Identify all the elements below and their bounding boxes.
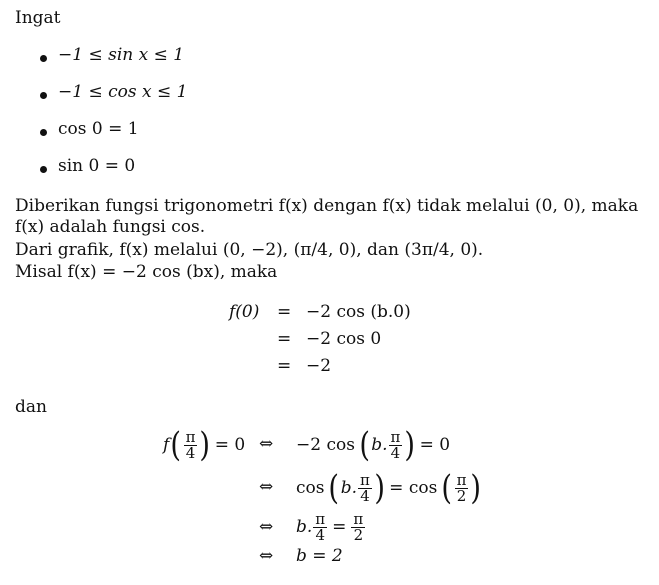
- frac-num: π: [456, 470, 467, 489]
- paren-open: (: [328, 468, 340, 508]
- frac-den: 4: [358, 488, 372, 504]
- row3-b: b.: [296, 517, 313, 537]
- paren-close: ): [404, 425, 416, 465]
- eq2-row1: [296, 424, 450, 466]
- frac-num: π: [185, 427, 196, 446]
- paragraph-line: f(x) adalah fungsi cos.: [15, 217, 206, 237]
- fraction-pi-2: [455, 470, 469, 505]
- heading: Ingat: [15, 8, 61, 28]
- fraction-pi-2: [351, 509, 365, 544]
- eq-rhs: −2 cos 0: [306, 329, 382, 349]
- eq-rel: =: [277, 329, 292, 349]
- frac-den: 4: [313, 527, 327, 543]
- fraction-pi-4: [389, 427, 403, 462]
- eq2-lhs-eq: = 0: [214, 435, 246, 455]
- row2-pre: cos: [296, 478, 325, 498]
- eq2-row3: [296, 507, 366, 547]
- eq-rhs: −2 cos (b.0): [306, 302, 411, 322]
- frac-num: π: [360, 470, 370, 489]
- eq-rel: =: [277, 356, 292, 376]
- frac-num: π: [315, 509, 326, 528]
- paren-open: (: [359, 425, 370, 465]
- row3-eq: =: [332, 517, 347, 537]
- row1-post: = 0: [419, 435, 451, 455]
- fraction-pi-4: [358, 470, 372, 505]
- eq2-row4: b = 2: [296, 546, 343, 566]
- fraction-pi-4: [184, 427, 198, 462]
- fraction-pi-4: [313, 509, 327, 544]
- iff-symbol: ⇔: [259, 517, 274, 537]
- bullet-dot: [40, 129, 47, 136]
- bullet-item: sin 0 = 0: [58, 156, 136, 176]
- connector-text: dan: [15, 397, 47, 417]
- frac-den: 4: [389, 445, 403, 461]
- eq-rel: =: [277, 302, 292, 322]
- frac-num: π: [353, 509, 364, 528]
- bullet-dot: [40, 166, 47, 173]
- bullet-item: −1 ≤ cos x ≤ 1: [58, 82, 188, 102]
- iff-symbol: ⇔: [259, 434, 274, 454]
- frac-den: 4: [184, 445, 198, 461]
- row1-b: b.: [371, 435, 388, 455]
- row2-mid: = cos: [389, 478, 438, 498]
- bullet-item: cos 0 = 1: [58, 119, 139, 139]
- bullet-item: −1 ≤ sin x ≤ 1: [58, 45, 185, 65]
- bullet-dot: [40, 92, 47, 99]
- eq2-f: f: [163, 435, 170, 455]
- paren-close: ): [470, 468, 482, 508]
- paragraph-line: Diberikan fungsi trigonometri f(x) dengan f(x) tidak melalui (0, 0), maka: [15, 196, 639, 216]
- paren-close: ): [374, 468, 385, 508]
- eq-rhs: −2: [306, 356, 332, 376]
- paren-open: (: [441, 468, 453, 508]
- paragraph-line: Misal f(x) = −2 cos (bx), maka: [15, 262, 278, 282]
- paragraph-line: Dari grafik, f(x) melalui (0, −2), (π/4, 0), dan (3π/4, 0).: [15, 240, 484, 260]
- row1-pre: −2 cos: [296, 435, 355, 455]
- row2-b: b.: [340, 478, 358, 498]
- frac-num: π: [390, 427, 401, 446]
- iff-symbol: ⇔: [259, 546, 274, 566]
- frac-den: 2: [351, 527, 365, 543]
- eq2-row2: [296, 467, 483, 509]
- frac-den: 2: [455, 488, 469, 504]
- eq-lhs: f(0): [229, 302, 260, 322]
- eq2-lhs: [163, 424, 245, 466]
- paren-open: (: [170, 425, 182, 465]
- iff-symbol: ⇔: [259, 477, 274, 497]
- paren-close: ): [199, 425, 211, 465]
- bullet-dot: [40, 55, 47, 62]
